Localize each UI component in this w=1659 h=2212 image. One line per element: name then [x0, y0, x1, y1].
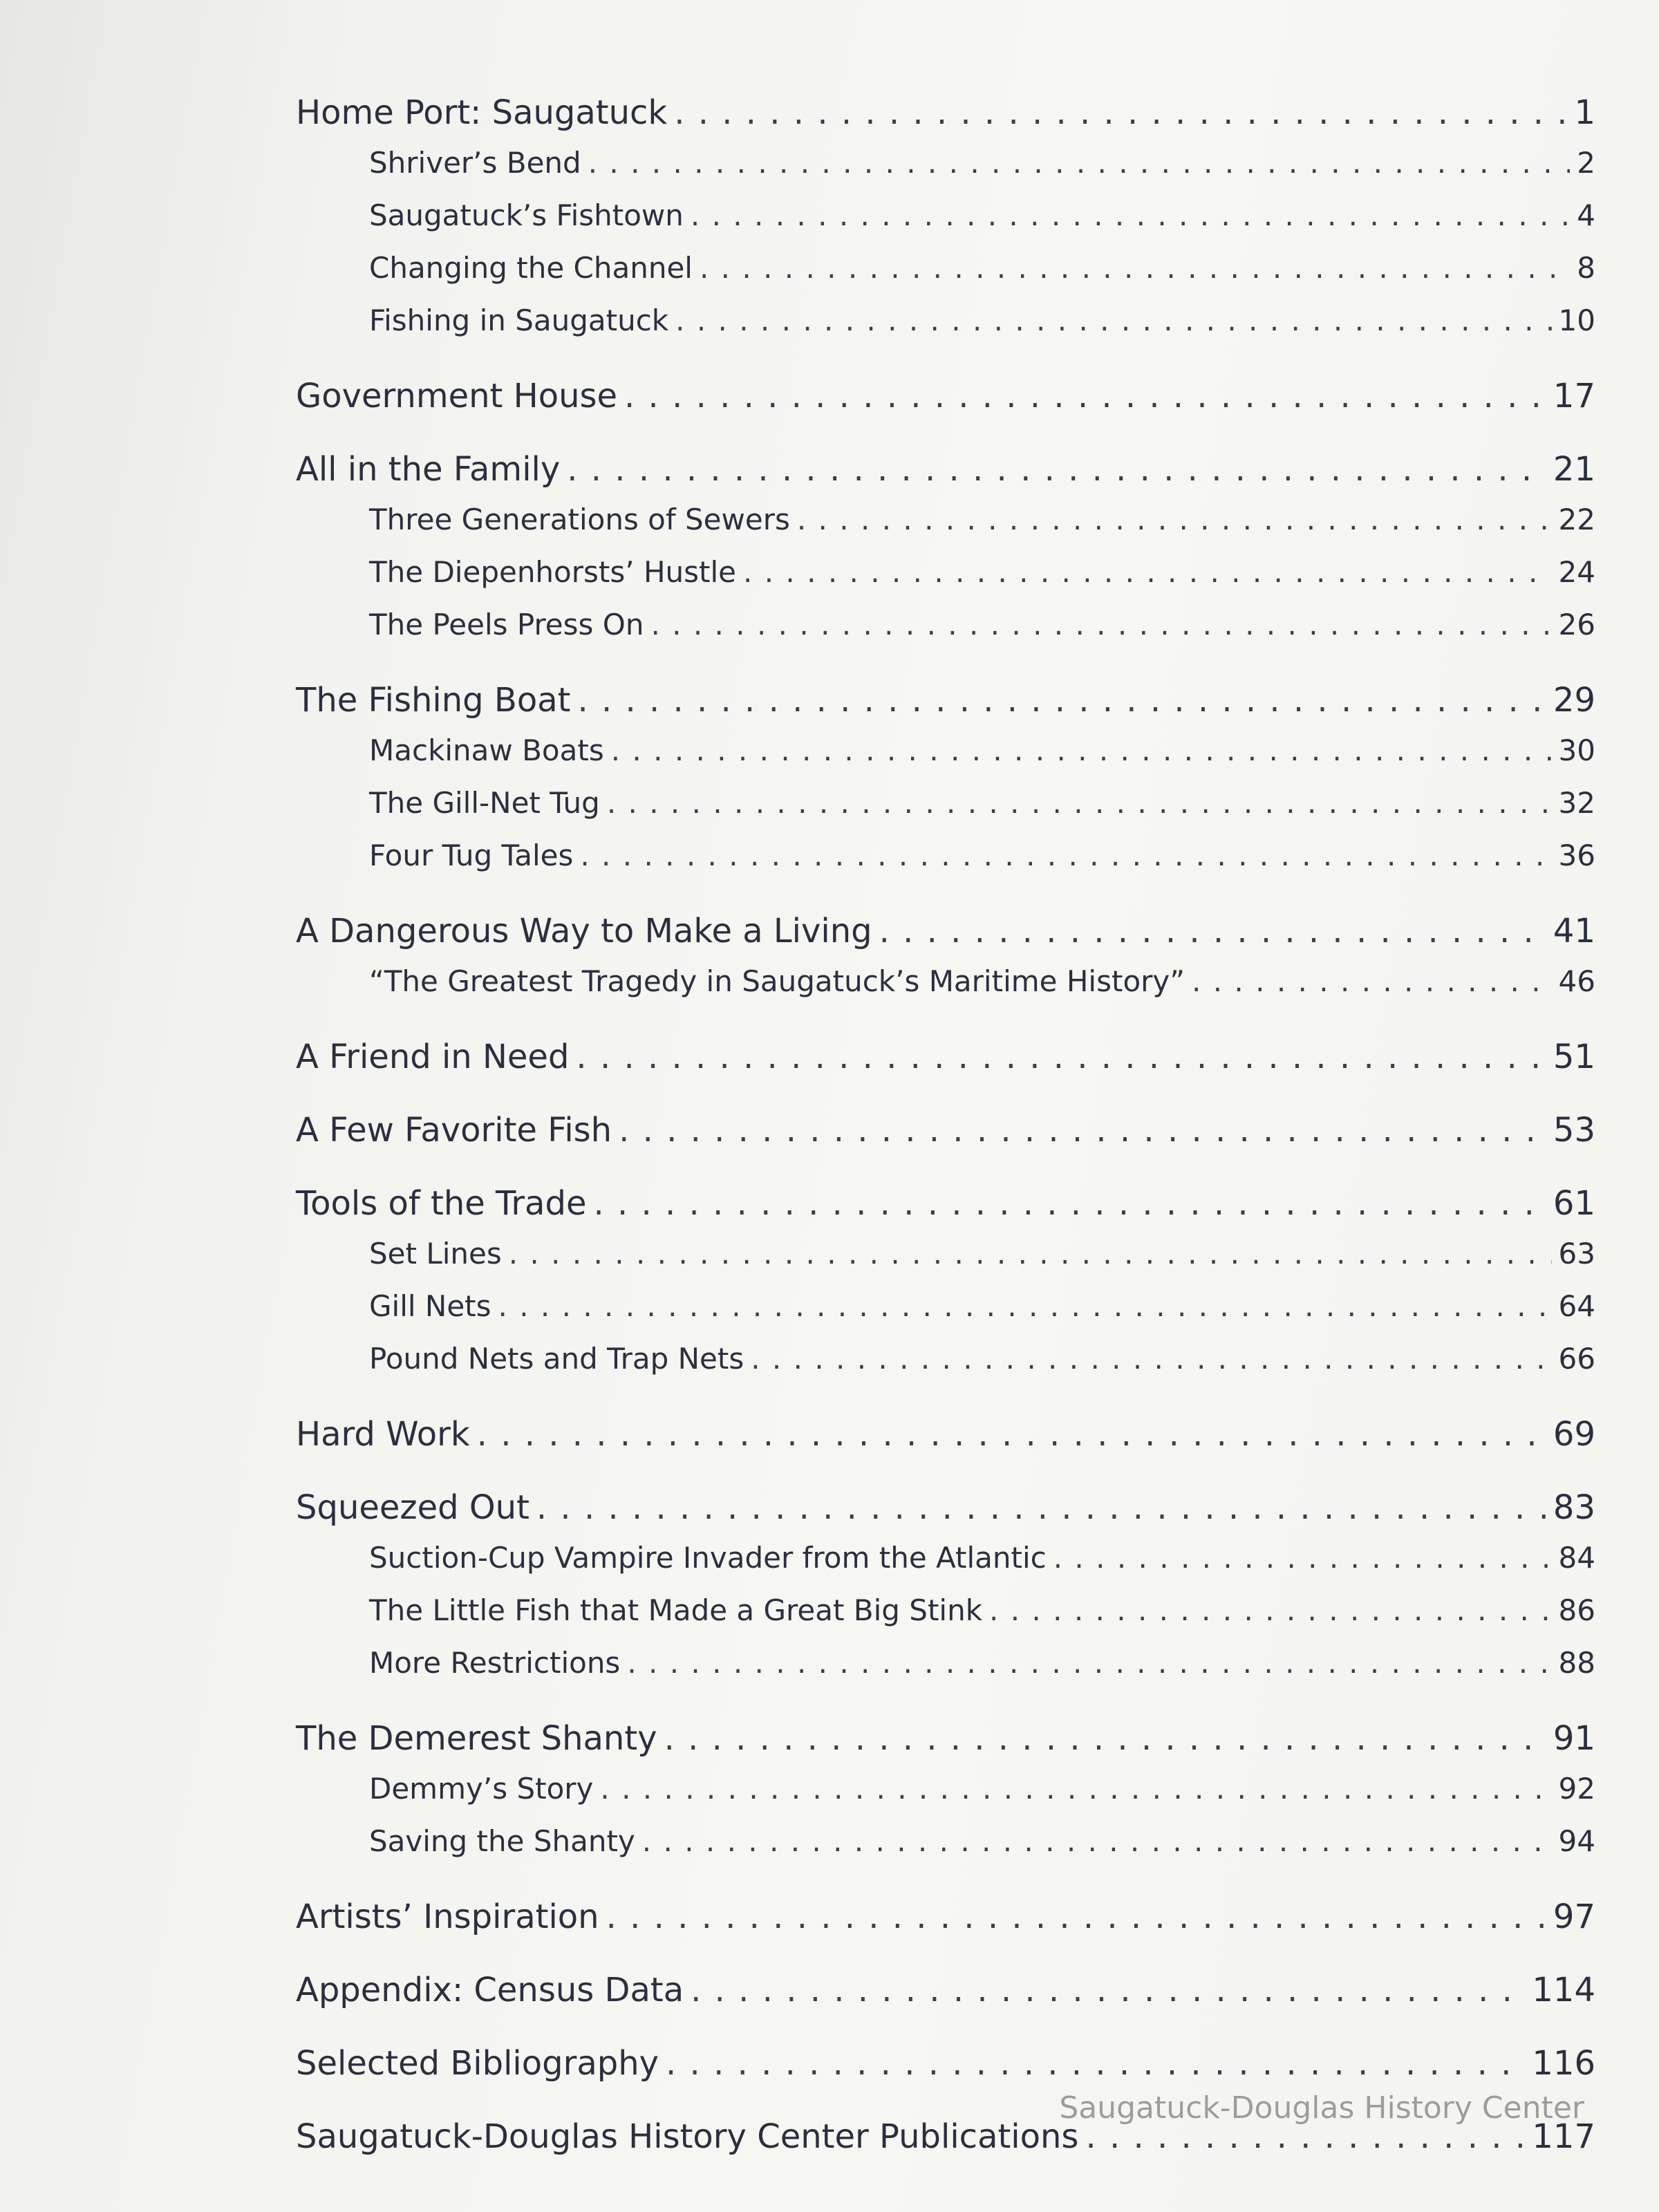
toc-chapter-entry	[296, 1179, 1595, 1228]
chapter-page-number: 1	[1574, 93, 1595, 132]
chapter-title: Tools of the Trade	[296, 1184, 587, 1223]
dot-leader	[691, 1966, 1525, 2014]
toc-chapter-entry	[296, 445, 1595, 494]
toc-section-entry	[296, 294, 1595, 347]
toc-section-entry	[296, 1228, 1595, 1280]
dot-leader	[675, 294, 1551, 347]
section-page-number: 63	[1558, 1237, 1595, 1271]
dot-leader	[674, 88, 1567, 137]
section-title: Fishing in Saugatuck	[369, 303, 669, 337]
chapter-title: Appendix: Census Data	[296, 1971, 684, 2009]
chapter-title: The Demerest Shanty	[296, 1719, 657, 1758]
toc-section-entry	[296, 494, 1595, 546]
section-page-number: 36	[1558, 838, 1595, 872]
section-title: “The Greatest Tragedy in Saugatuck’s Maritime History”	[369, 964, 1185, 998]
dot-leader	[691, 189, 1570, 242]
section-page-number: 86	[1558, 1593, 1595, 1627]
toc-section-entry	[296, 1637, 1595, 1689]
dot-leader	[751, 1333, 1551, 1385]
chapter-title: Government House	[296, 377, 618, 415]
chapter-page-number: 41	[1553, 912, 1595, 950]
dot-leader	[650, 599, 1551, 651]
chapter-title: Selected Bibliography	[296, 2044, 659, 2083]
chapter-page-number: 114	[1532, 1971, 1595, 2009]
section-page-number: 4	[1577, 198, 1595, 232]
dot-leader	[879, 907, 1546, 955]
section-page-number: 84	[1558, 1541, 1595, 1575]
chapter-page-number: 21	[1553, 450, 1595, 489]
toc-chapter-entry	[296, 1893, 1595, 1941]
section-title: Suction-Cup Vampire Invader from the Atlantic	[369, 1541, 1047, 1575]
chapter-title: Artists’ Inspiration	[296, 1897, 599, 1936]
toc-section-entry	[296, 1280, 1595, 1333]
chapter-title: Home Port: Saugatuck	[296, 93, 668, 132]
section-page-number: 22	[1558, 503, 1595, 536]
section-title: Four Tug Tales	[369, 838, 574, 872]
dot-leader	[477, 1410, 1546, 1459]
dot-leader	[567, 445, 1546, 494]
toc-chapter-entry	[296, 88, 1595, 137]
toc-section-entry	[296, 599, 1595, 651]
toc-section-entry	[296, 777, 1595, 830]
section-page-number: 66	[1558, 1342, 1595, 1376]
chapter-page-number: 53	[1553, 1111, 1595, 1150]
chapter-page-number: 61	[1553, 1184, 1595, 1223]
toc-section-entry	[296, 1815, 1595, 1868]
toc-section-entry	[296, 189, 1595, 242]
section-title: The Gill-Net Tug	[369, 786, 600, 820]
toc-section-entry	[296, 1763, 1595, 1815]
chapter-title: A Dangerous Way to Make a Living	[296, 912, 872, 950]
dot-leader	[588, 137, 1571, 189]
chapter-title: The Fishing Boat	[296, 681, 571, 720]
toc-section-entry	[296, 242, 1595, 294]
chapter-title: A Few Favorite Fish	[296, 1111, 612, 1150]
chapter-page-number: 116	[1532, 2044, 1595, 2083]
dot-leader	[593, 1179, 1546, 1228]
section-page-number: 64	[1558, 1289, 1595, 1323]
dot-leader	[576, 1033, 1546, 1081]
dot-leader	[619, 1106, 1546, 1154]
section-title: Three Generations of Sewers	[369, 503, 790, 536]
section-page-number: 46	[1558, 964, 1595, 998]
section-title: Demmy’s Story	[369, 1772, 594, 1806]
chapter-page-number: 117	[1532, 2117, 1595, 2156]
toc-chapter-entry	[296, 676, 1595, 724]
dot-leader	[1053, 1532, 1552, 1584]
toc-section-entry	[296, 830, 1595, 882]
section-title: Mackinaw Boats	[369, 733, 604, 767]
section-title: Shriver’s Bend	[369, 146, 581, 180]
toc-section-entry	[296, 1333, 1595, 1385]
section-title: Pound Nets and Trap Nets	[369, 1342, 744, 1376]
chapter-page-number: 51	[1553, 1038, 1595, 1076]
table-of-contents	[296, 88, 1595, 2161]
section-title: The Peels Press On	[369, 608, 644, 641]
dot-leader	[509, 1228, 1552, 1280]
dot-leader	[642, 1815, 1552, 1868]
dot-leader	[577, 676, 1546, 724]
chapter-page-number: 69	[1553, 1415, 1595, 1454]
chapter-title: A Friend in Need	[296, 1038, 570, 1076]
dot-leader	[600, 1763, 1551, 1815]
toc-chapter-entry	[296, 2039, 1595, 2088]
section-page-number: 32	[1558, 786, 1595, 820]
section-page-number: 24	[1558, 555, 1595, 589]
dot-leader	[989, 1584, 1552, 1637]
dot-leader	[664, 1714, 1546, 1763]
chapter-title: Saugatuck-Douglas History Center Publications	[296, 2117, 1079, 2156]
section-title: The Diepenhorsts’ Hustle	[369, 555, 737, 589]
section-title: Set Lines	[369, 1237, 502, 1271]
section-page-number: 26	[1558, 608, 1595, 641]
chapter-title: All in the Family	[296, 450, 561, 489]
dot-leader	[743, 546, 1552, 599]
toc-chapter-entry	[296, 907, 1595, 955]
toc-section-entry	[296, 724, 1595, 777]
dot-leader	[666, 2039, 1525, 2088]
toc-chapter-entry	[296, 1966, 1595, 2014]
section-page-number: 94	[1558, 1824, 1595, 1858]
dot-leader	[536, 1483, 1546, 1532]
dot-leader	[611, 724, 1552, 777]
section-page-number: 92	[1558, 1772, 1595, 1806]
section-title: The Little Fish that Made a Great Big Stink	[369, 1593, 983, 1627]
section-page-number: 8	[1577, 251, 1595, 285]
toc-chapter-entry	[296, 1106, 1595, 1154]
chapter-page-number: 17	[1553, 377, 1595, 415]
chapter-title: Squeezed Out	[296, 1488, 529, 1527]
chapter-page-number: 97	[1553, 1897, 1595, 1936]
section-page-number: 88	[1558, 1646, 1595, 1680]
dot-leader	[606, 1893, 1546, 1941]
section-title: Saving the Shanty	[369, 1824, 635, 1858]
section-title: More Restrictions	[369, 1646, 621, 1680]
toc-section-entry	[296, 137, 1595, 189]
dot-leader	[797, 494, 1552, 546]
toc-chapter-entry	[296, 1410, 1595, 1459]
toc-section-entry	[296, 1532, 1595, 1584]
dot-leader	[700, 242, 1570, 294]
section-page-number: 10	[1558, 303, 1595, 337]
toc-chapter-entry	[296, 372, 1595, 420]
dot-leader	[580, 830, 1551, 882]
toc-chapter-entry	[296, 1033, 1595, 1081]
chapter-page-number: 83	[1553, 1488, 1595, 1527]
dot-leader	[607, 777, 1552, 830]
section-title: Gill Nets	[369, 1289, 491, 1323]
dot-leader	[627, 1637, 1551, 1689]
section-page-number: 2	[1577, 146, 1595, 180]
toc-section-entry	[296, 955, 1595, 1008]
chapter-title: Hard Work	[296, 1415, 470, 1454]
dot-leader	[624, 372, 1546, 420]
chapter-page-number: 29	[1553, 681, 1595, 720]
section-page-number: 30	[1558, 733, 1595, 767]
section-title: Saugatuck’s Fishtown	[369, 198, 684, 232]
toc-chapter-entry	[296, 1714, 1595, 1763]
toc-section-entry	[296, 546, 1595, 599]
toc-chapter-entry	[296, 1483, 1595, 1532]
watermark: Saugatuck-Douglas History Center	[1059, 2090, 1584, 2126]
chapter-page-number: 91	[1553, 1719, 1595, 1758]
section-title: Changing the Channel	[369, 251, 693, 285]
dot-leader	[1192, 955, 1552, 1008]
toc-section-entry	[296, 1584, 1595, 1637]
dot-leader	[498, 1280, 1552, 1333]
